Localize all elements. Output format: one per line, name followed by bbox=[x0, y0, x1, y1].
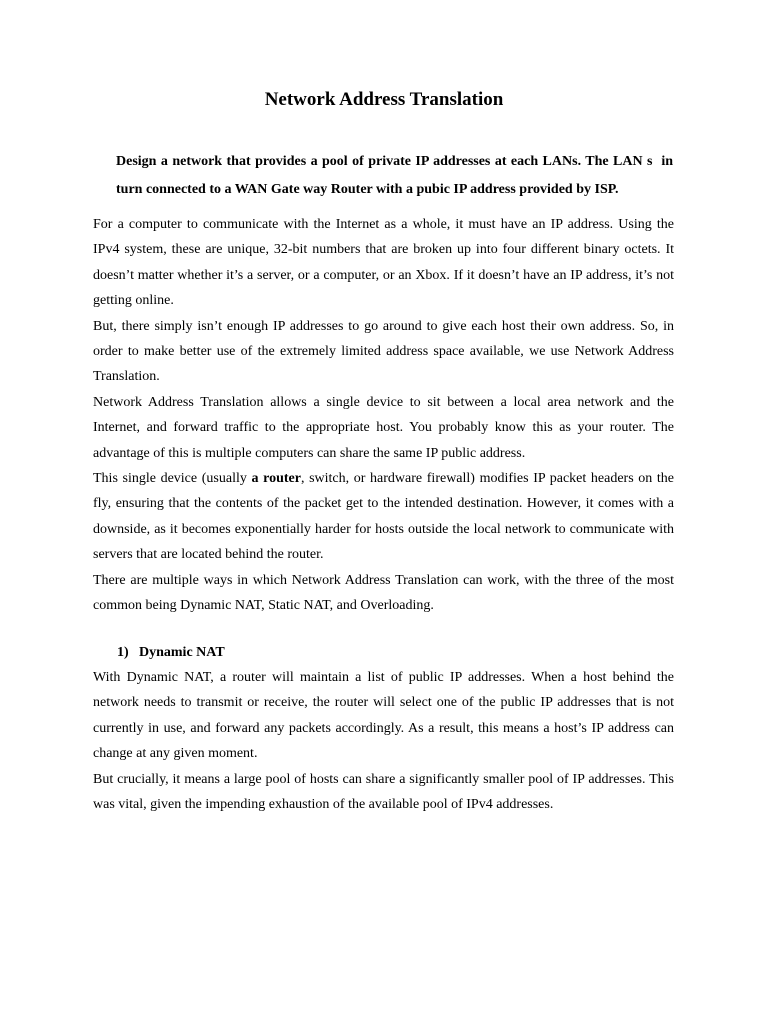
page-title: Network Address Translation bbox=[264, 89, 504, 110]
intro-paragraph-2: But, there simply isn’t enough IP addresses to go around to give each host their own address. So, in order to make better use of the extremely limited address space available, we use Network Address Translation. bbox=[93, 318, 674, 385]
paragraph-4-lead: This single device (usually bbox=[93, 471, 247, 487]
dynamic-nat-section bbox=[93, 665, 674, 817]
paragraph-4-rest: , switch, or hardware firewall) modifies IP packet headers on the fly, ensuring that the contents of the packet get to the intended destination. However, it comes with a downside, as it becomes exponentially harder for hosts outside the local network to communicate with servers that are located behind the router. bbox=[93, 471, 675, 563]
section-heading-text: Dynamic NAT bbox=[139, 645, 225, 660]
section-number: 1) bbox=[117, 645, 129, 660]
intro-section bbox=[93, 212, 674, 619]
section-paragraph-1: With Dynamic NAT, a router will maintain a list of public IP addresses. When a host behind the network needs to transmit or receive, the router will select one of the public IP addresses that is not currently in use, and forward any packets accordingly. As a result, this means a host’s IP address can change at any given moment. bbox=[93, 670, 674, 762]
paragraph-4-bold-term: a router bbox=[251, 471, 301, 487]
section-paragraph-2: But crucially, it means a large pool of hosts can share a significantly smaller pool of IP addresses. This was vital, given the impending exhaustion of the available pool of IPv4 addresses. bbox=[93, 771, 674, 813]
intro-paragraph-5: There are multiple ways in which Network Address Translation can work, with the three of the most common being Dynamic NAT, Static NAT, and Overloading. bbox=[93, 572, 674, 614]
intro-paragraph-4 bbox=[93, 466, 674, 568]
task-statement bbox=[116, 148, 673, 204]
task-line-2: turn connected to a WAN Gate way Router with a pubic IP address provided by ISP. bbox=[116, 182, 619, 197]
section-heading-dynamic-nat bbox=[117, 641, 225, 665]
task-line-1: Design a network that provides a pool of private IP addresses at each LANs. The LAN s in bbox=[116, 154, 673, 169]
intro-paragraph-3: Network Address Translation allows a single device to sit between a local area network and the Internet, and forward traffic to the appropriate host. You probably know this as your router. The advantage of this is multiple computers can share the same IP public address. bbox=[93, 394, 674, 461]
intro-paragraph-1: For a computer to communicate with the Internet as a whole, it must have an IP address. Using the IPv4 system, these are unique, 32-bit numbers that are broken up into four different binary octets. It doesn’t matter whether it’s a server, or a computer, or an Xbox. If it doesn’t have an IP address, it’s not getting online. bbox=[93, 217, 674, 309]
